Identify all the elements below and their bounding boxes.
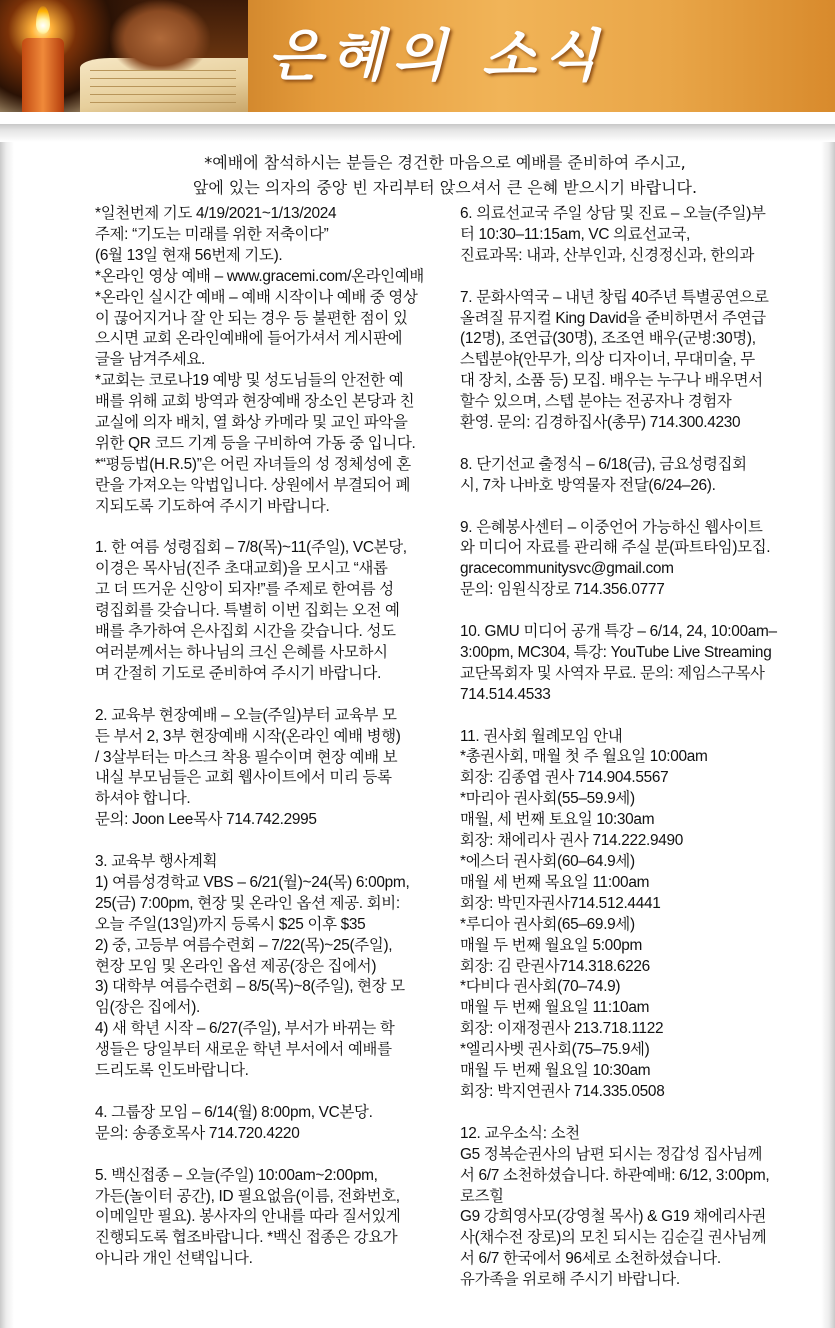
announcement-line: 회장: 박지연권사 714.335.0508 — [460, 1082, 665, 1100]
announcement-line: 내실 부모님들은 교회 웹사이트에서 미리 등록 — [95, 769, 392, 787]
paragraph-gap — [95, 831, 452, 852]
announcement-line: 아니라 개인 선택입니다. — [95, 1250, 253, 1268]
announcement-line: 문의: 송종호목사 714.720.4220 — [95, 1124, 300, 1142]
announcement-line: 12. 교우소식: 소천 — [460, 1124, 580, 1142]
announcement-line: 매월 두 번째 월요일 11:10am — [460, 999, 650, 1017]
announcement-line: G5 정복순권사의 남편 되시는 정갑성 집사님께 — [460, 1145, 763, 1163]
announcement-line: 란을 가져오는 악법입니다. 상원에서 부결되어 폐 — [95, 476, 411, 494]
announcement-line: 로즈힐 — [460, 1187, 504, 1205]
paragraph-gap — [460, 434, 815, 455]
announcement-line: 3:00pm, MC304, 특강: YouTube Live Streaming — [460, 643, 772, 661]
paragraph-gap — [460, 267, 815, 288]
intro-line: 앞에 있는 의자의 중앙 빈 자리부터 앉으셔서 큰 은혜 받으시기 바랍니다. — [192, 178, 698, 197]
announcement-line: 생들은 당일부터 새로운 학년 부서에서 예배를 — [95, 1041, 392, 1059]
announcement-line: 지되도록 기도하여 주시기 바랍니다. — [95, 497, 330, 515]
page-title: 은혜의 소식 — [268, 24, 606, 89]
announcement-line: 회장: 김 란권사714.318.6226 — [460, 957, 650, 975]
announcement-line: 유가족을 위로해 주시기 바랍니다. — [460, 1271, 680, 1289]
announcement-line: 회장: 박민자권사714.512.4441 — [460, 894, 661, 912]
announcement-line: 교단목회자 및 사역자 무료. 문의: 제임스구목사 — [460, 664, 765, 682]
announcement-line: 회장: 이재정권사 213.718.1122 — [460, 1020, 664, 1038]
announcement-line: 서 6/7 소천하셨습니다. 하관예배: 6/12, 3:00pm, — [460, 1166, 770, 1184]
announcement-line: 문의: 임원식장로 714.356.0777 — [460, 581, 665, 599]
announcement-line: 4. 그룹장 모임 – 6/14(월) 8:00pm, VC본당. — [95, 1103, 373, 1121]
announcement-line: 이경은 목사님(진주 초대교회)을 모시고 “새롭 — [95, 560, 388, 578]
announcement-line: 6. 의료선교국 주일 상담 및 진료 – 오늘(주일)부 — [460, 205, 766, 222]
announcement-line: gracecommunitysvc@gmail.com — [460, 560, 674, 578]
announcement-line: 위한 QR 코드 기계 등을 구비하여 가동 중 입니다. — [95, 434, 416, 452]
announcement-line: 회장: 채에리사 권사 714.222.9490 — [460, 832, 683, 850]
announcement-line: 든 부서 2, 3부 현장예배 시작(온라인 예배 병행) — [95, 727, 401, 745]
announcement-line: *에스더 권사회(60–64.9세) — [460, 853, 635, 871]
candle-flame-icon — [36, 6, 50, 34]
announcement-line: 글을 남겨주세요. — [95, 351, 205, 369]
paragraph-gap — [95, 518, 452, 539]
announcement-line: (6월 13일 현재 56번제 기도). — [95, 246, 283, 264]
announcement-line: 환영. 문의: 김경하집사(총무) 714.300.4230 — [460, 414, 741, 432]
announcement-line: 3) 대학부 여름수련회 – 8/5(목)~8(주일), 현장 모 — [95, 978, 405, 996]
announcement-line: 으시면 교회 온라인예배에 들어가셔서 게시판에 — [95, 330, 403, 348]
announcement-line: 서 6/7 한국에서 96세로 소천하셨습니다. — [460, 1250, 721, 1268]
announcement-line: *“평등법(H.R.5)”은 어린 자녀들의 성 정체성에 혼 — [95, 455, 411, 473]
announcement-line: 매월 세 번째 목요일 11:00am — [460, 873, 650, 891]
announcement-line: 회장: 김종엽 권사 714.904.5567 — [460, 769, 669, 787]
announcement-line: *다비다 권사회(70–74.9) — [460, 978, 621, 996]
announcement-line: 1. 한 여름 성령집회 – 7/8(목)~11(주일), VC본당, — [95, 539, 407, 557]
announcement-line: 1) 여름성경학교 VBS – 6/21(월)~24(목) 6:00pm, — [95, 873, 410, 891]
announcement-line: 령집회를 갖습니다. 특별히 이번 집회는 오전 예 — [95, 602, 400, 620]
announcement-line: 스텝분야(안무가, 의상 디자이너, 무대미술, 무 — [460, 351, 755, 369]
paragraph-gap — [460, 601, 815, 622]
announcement-line: 여러분께서는 하나님의 크신 은혜를 사모하시 — [95, 644, 388, 662]
announcement-line: 7. 문화사역국 – 내년 창립 40주년 특별공연으로 — [460, 288, 769, 306]
intro-line: *예배에 참석하시는 분들은 경건한 마음으로 예배를 준비하여 주시고, — [204, 153, 686, 172]
announcement-line: *일천번제 기도 4/19/2021~1/13/2024 — [95, 205, 337, 222]
announcement-line: 현장 모임 및 온라인 옵션 제공(장은 집에서) — [95, 957, 377, 975]
announcement-line: 며 간절히 기도로 준비하여 주시기 바랍니다. — [95, 664, 382, 682]
announcement-line: 가든(놀이터 공간), ID 필요없음(이름, 전화번호, — [95, 1187, 400, 1205]
announcement-line: 8. 단기선교 출정식 – 6/18(금), 금요성령집회 — [460, 455, 747, 473]
announcement-line: *마리아 권사회(55–59.9세) — [460, 790, 635, 808]
announcement-line: 교실에 의자 배치, 열 화상 카메라 및 교인 파악을 — [95, 414, 408, 432]
announcement-line: 3. 교육부 행사계획 — [95, 853, 218, 871]
announcement-line: *교회는 코로나19 예방 및 성도님들의 안전한 예 — [95, 372, 404, 390]
paragraph-gap — [95, 1145, 452, 1166]
announcement-line: *온라인 실시간 예배 – 예배 시작이나 예배 중 영상 — [95, 288, 418, 306]
announcement-line: 터 10:30–11:15am, VC 의료선교국, — [460, 225, 690, 243]
announcement-line: 배를 추가하여 은사집회 시간을 갖습니다. 성도 — [95, 623, 396, 641]
announcement-line: 배를 위해 교회 방역과 현장예배 장소인 본당과 친 — [95, 393, 415, 411]
announcement-line: 하셔야 합니다. — [95, 790, 191, 808]
announcement-line: 주제: “기도는 미래를 위한 저축이다” — [95, 225, 329, 243]
announcements-right-column — [460, 204, 815, 1291]
announcement-line: / 3살부터는 마스크 착용 필수이며 현장 예배 보 — [95, 748, 398, 766]
announcement-line: *루디아 권사회(65–69.9세) — [460, 915, 635, 933]
announcement-line: 4) 새 학년 시작 – 6/27(주일), 부서가 바뀌는 학 — [95, 1020, 395, 1038]
announcement-line: 10. GMU 미디어 공개 특강 – 6/14, 24, 10:00am– — [460, 623, 777, 641]
announcement-line: 11. 권사회 월례모임 안내 — [460, 727, 623, 745]
announcement-line: 5. 백신접종 – 오늘(주일) 10:00am~2:00pm, — [95, 1166, 378, 1184]
announcement-line: 문의: Joon Lee목사 714.742.2995 — [95, 811, 317, 829]
announcement-line: 9. 은혜봉사센터 – 이중언어 가능하신 웹사이트 — [460, 518, 763, 536]
paragraph-gap — [460, 706, 815, 727]
announcement-line: 사(채수전 장로)의 모친 되시는 김순길 권사님께 — [460, 1229, 767, 1247]
announcement-line: 25(금) 7:00pm, 현장 및 온라인 옵션 제공. 회비: — [95, 894, 400, 912]
announcement-line: G9 강희영사모(강영철 목사) & G19 채에리사권 — [460, 1208, 767, 1226]
announcement-line: 와 미디어 자료를 관리해 주실 분(파트타임)모집. — [460, 539, 771, 557]
announcement-line: 이 끊어지거나 잘 안 되는 경우 등 불편한 점이 있 — [95, 309, 408, 327]
announcement-line: 드리도록 인도바랍니다. — [95, 1062, 249, 1080]
announcement-line: 매월 두 번째 월요일 10:30am — [460, 1062, 651, 1080]
announcement-line: *총권사회, 매월 첫 주 월요일 10:00am — [460, 748, 708, 766]
announcement-line: 매월, 세 번째 토요일 10:30am — [460, 811, 655, 829]
paragraph-gap — [460, 497, 815, 518]
intro-notice — [95, 150, 795, 200]
header-banner — [0, 0, 835, 112]
announcement-line: 임(장은 집에서). — [95, 999, 201, 1017]
frame-top-shadow — [0, 124, 835, 142]
announcement-line: 진행되도록 협조바랍니다. *백신 접종은 강요가 — [95, 1229, 398, 1247]
praying-hands-image — [110, 0, 210, 70]
announcement-line: 매월 두 번째 월요일 5:00pm — [460, 936, 642, 954]
announcement-line: 진료과목: 내과, 산부인과, 신경정신과, 한의과 — [460, 246, 755, 264]
announcements-left-column — [95, 204, 452, 1270]
announcement-line: *온라인 영상 예배 – www.gracemi.com/온라인예배 — [95, 267, 424, 285]
candle-image — [22, 38, 64, 112]
announcement-line: 714.514.4533 — [460, 685, 551, 703]
paragraph-gap — [95, 1082, 452, 1103]
announcement-line: 고 더 뜨거운 신앙이 되자!”를 주제로 한여름 성 — [95, 581, 394, 599]
announcement-line: *엘리사벳 권사회(75–75.9세) — [460, 1041, 650, 1059]
announcement-line: 2) 중, 고등부 여름수련회 – 7/22(목)~25(주일), — [95, 936, 393, 954]
announcement-line: 시, 7차 나바호 방역물자 전달(6/24–26). — [460, 476, 716, 494]
announcement-line: 2. 교육부 현장예배 – 오늘(주일)부터 교육부 모 — [95, 706, 397, 724]
paragraph-gap — [95, 685, 452, 706]
announcement-line: 오늘 주일(13일)까지 등록시 $25 이후 $35 — [95, 915, 366, 933]
announcement-line: 올려질 뮤지컬 King David을 준비하면서 주연급 — [460, 309, 766, 327]
announcement-line: 이메일만 필요). 봉사자의 안내를 따라 질서있게 — [95, 1208, 401, 1226]
paragraph-gap — [460, 1103, 815, 1124]
announcement-line: (12명), 조연급(30명), 조조연 배우(군병:30명), — [460, 330, 756, 348]
announcement-line: 할수 있으며, 스텝 분야는 전공자나 경험자 — [460, 393, 732, 411]
announcement-line: 대 장치, 소품 등) 모집. 배우는 누구나 배우면서 — [460, 372, 763, 390]
candle-bible-photo — [0, 0, 248, 112]
